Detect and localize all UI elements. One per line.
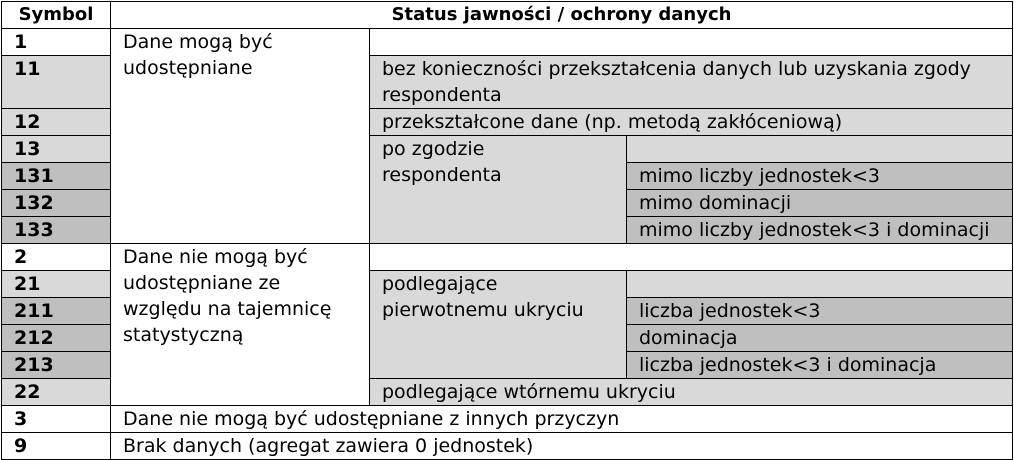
status-level3: dominacja bbox=[627, 325, 1013, 352]
symbol-cell: 132 bbox=[2, 190, 111, 217]
status-level2: po zgodzie respondenta bbox=[370, 136, 627, 244]
status-level2: podlegające pierwotnemu ukryciu bbox=[370, 271, 627, 379]
status-level3: mimo liczby jednostek<3 i dominacji bbox=[627, 217, 1013, 244]
symbol-cell: 22 bbox=[2, 379, 111, 406]
status-level1: Brak danych (agregat zawiera 0 jednostek) bbox=[111, 433, 1013, 460]
symbol-cell: 11 bbox=[2, 56, 111, 109]
header-status: Status jawności / ochrony danych bbox=[111, 2, 1013, 29]
symbol-cell: 131 bbox=[2, 163, 111, 190]
status-level1: Dane nie mogą być udostępniane ze względu na tajemnicę statystyczną bbox=[111, 244, 370, 406]
status-level3: liczba jednostek<3 i dominacja bbox=[627, 352, 1013, 379]
header-symbol: Symbol bbox=[2, 2, 111, 29]
symbol-cell: 9 bbox=[2, 433, 111, 460]
empty-cell bbox=[627, 136, 1013, 163]
symbol-cell: 1 bbox=[2, 29, 111, 56]
status-level1: Dane mogą być udostępniane bbox=[111, 29, 370, 244]
status-level1: Dane nie mogą być udostępniane z innych przyczyn bbox=[111, 406, 1013, 433]
table-row bbox=[2, 244, 1013, 271]
status-level3: liczba jednostek<3 bbox=[627, 298, 1013, 325]
status-level3: mimo dominacji bbox=[627, 190, 1013, 217]
status-level3: mimo liczby jednostek<3 bbox=[627, 163, 1013, 190]
status-level2: podlegające wtórnemu ukryciu bbox=[370, 379, 1013, 406]
symbol-cell: 3 bbox=[2, 406, 111, 433]
symbol-cell: 12 bbox=[2, 109, 111, 136]
table-row bbox=[2, 29, 1013, 56]
symbol-cell: 21 bbox=[2, 271, 111, 298]
symbol-cell: 2 bbox=[2, 244, 111, 271]
symbol-cell: 211 bbox=[2, 298, 111, 325]
header-row bbox=[2, 2, 1013, 29]
table-row bbox=[2, 433, 1013, 460]
empty-cell bbox=[370, 244, 1013, 271]
table-row bbox=[2, 406, 1013, 433]
symbol-cell: 213 bbox=[2, 352, 111, 379]
symbol-cell: 133 bbox=[2, 217, 111, 244]
status-table bbox=[1, 1, 1013, 460]
symbol-cell: 13 bbox=[2, 136, 111, 163]
empty-cell bbox=[627, 271, 1013, 298]
symbol-cell: 212 bbox=[2, 325, 111, 352]
empty-cell bbox=[370, 29, 1013, 56]
status-level2: bez konieczności przekształcenia danych lub uzyskania zgody respondenta bbox=[370, 56, 1013, 109]
status-level2: przekształcone dane (np. metodą zakłóceniową) bbox=[370, 109, 1013, 136]
